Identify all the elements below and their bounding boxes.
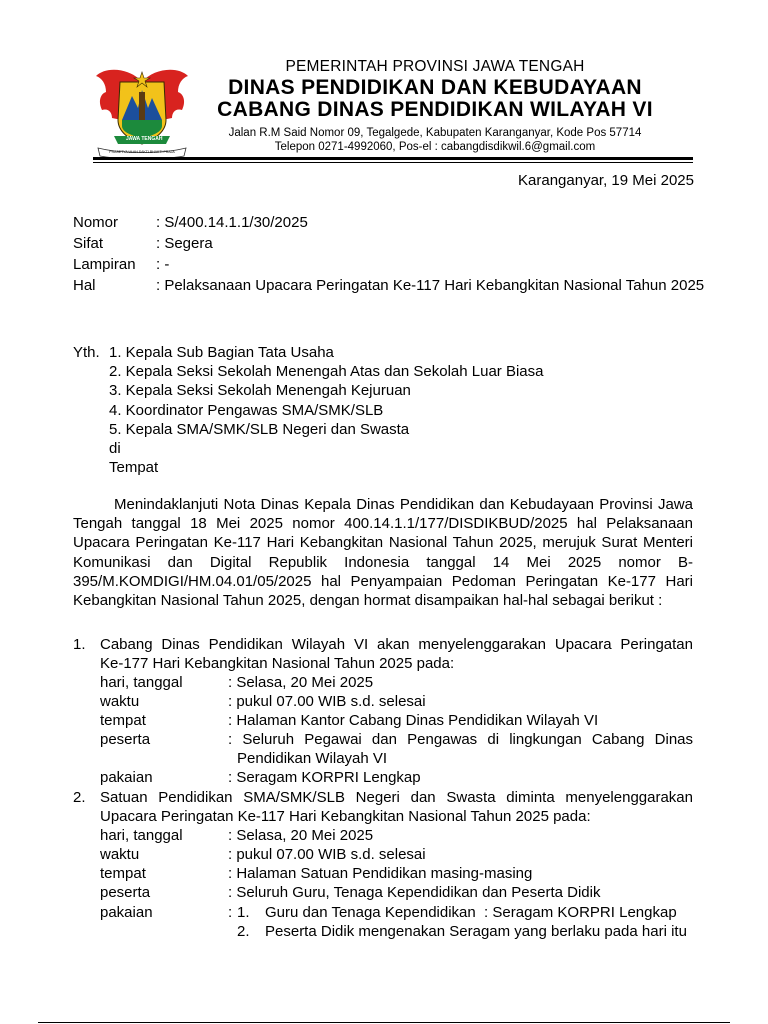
page-bottom-rule xyxy=(38,1022,730,1023)
meta-label: Hal xyxy=(73,277,96,294)
sub-item-text: Guru dan Tenaga Kependidikan : Seragam KORPRI Lengkap xyxy=(265,904,677,921)
letterhead-rule-thin xyxy=(93,162,693,163)
recipient-di: di xyxy=(109,440,121,457)
detail-label: tempat xyxy=(100,712,146,729)
meta-value: : - xyxy=(156,256,170,273)
jawa-tengah-coat-of-arms-logo xyxy=(92,62,192,160)
letterhead-government: PEMERINTAH PROVINSI JAWA TENGAH xyxy=(285,58,585,75)
detail-value: : Selasa, 20 Mei 2025 xyxy=(228,827,374,844)
sub-item-text: Peserta Didik mengenakan Seragam yang berlaku pada hari itu xyxy=(265,923,687,940)
detail-colon: : xyxy=(228,904,233,921)
letterhead-branch: CABANG DINAS PENDIDIKAN WILAYAH VI xyxy=(217,98,653,121)
recipient-item: 4. Koordinator Pengawas SMA/SMK/SLB xyxy=(109,402,384,419)
detail-label: peserta xyxy=(100,731,151,748)
recipient-item: 1. Kepala Sub Bagian Tata Usaha xyxy=(109,344,334,361)
detail-label: tempat xyxy=(100,865,146,882)
item-number: 2. xyxy=(73,789,86,806)
item1-text-line2: Ke-177 Hari Kebangkitan Nasional Tahun 2025 pada: xyxy=(100,655,455,672)
logo-motto-text: PRASETYA ULAH SAKTI BHAKTI PRAJA xyxy=(109,150,175,154)
recipient-item: 3. Kepala Seksi Sekolah Menengah Kejuruan xyxy=(109,382,411,399)
letterhead-address-block xyxy=(210,126,660,154)
detail-value: : Seluruh Pegawai dan Pengawas di lingkungan Cabang Dinas xyxy=(228,731,693,748)
letterhead-contact: Telepon 0271-4992060, Pos-el : cabangdisdikwil.6@gmail.com xyxy=(274,141,596,153)
item1-text-line1: Cabang Dinas Pendidikan Wilayah VI akan menyelenggarakan Upacara Peringatan xyxy=(100,636,693,653)
detail-label: pakaian xyxy=(100,769,153,786)
detail-value: : pukul 07.00 WIB s.d. selesai xyxy=(228,846,426,863)
recipient-item: 2. Kepala Seksi Sekolah Menengah Atas dan Sekolah Luar Biasa xyxy=(109,363,544,380)
meta-label: Lampiran xyxy=(73,256,136,273)
sub-item-number: 1. xyxy=(237,904,250,921)
meta-value: : S/400.14.1.1/30/2025 xyxy=(156,214,308,231)
detail-label: hari, tanggal xyxy=(100,827,183,844)
meta-value: : Segera xyxy=(156,235,213,252)
letterhead-rule-thick xyxy=(93,157,693,160)
recipient-tempat: Tempat xyxy=(109,459,159,476)
item-number: 1. xyxy=(73,636,86,653)
intro-paragraph: Menindaklanjuti Nota Dinas Kepala Dinas Pendidikan dan Kebudayaan Provinsi Jawa Tengah tanggal 18 Mei 2025 nomor 400.14.1.1/177/DISDIKBUD/2025 hal Pelaksanaan Upacara Peringatan Ke-117 Hari Kebangkitan Nasional Tahun 2025, merujuk Surat Menteri Komunikasi dan Digital Republik Indonesia tanggal 14 Mei 2025 nomor B-395/M.KOMDIGI/HM.04.01/05/2025 hal Penyampaian Pedoman Peringatan Ke-177 Hari Kebangkitan Nasional Tahun 2025, dengan hormat disampaikan hal-hal sebagai berikut : xyxy=(73,496,693,610)
item2-text-line2: Upacara Peringatan Ke-117 Hari Kebangkitan Nasional Tahun 2025 pada: xyxy=(100,808,591,825)
detail-label: pakaian xyxy=(100,904,153,921)
detail-value: : pukul 07.00 WIB s.d. selesai xyxy=(228,693,426,710)
meta-value: : Pelaksanaan Upacara Peringatan Ke-117 Hari Kebangkitan Nasional Tahun 2025 xyxy=(156,277,705,294)
detail-value-cont: Pendidikan Wilayah VI xyxy=(237,750,388,767)
letterhead-address: Jalan R.M Said Nomor 09, Tegalgede, Kabupaten Karanganyar, Kode Pos 57714 xyxy=(228,127,642,139)
detail-label: waktu xyxy=(100,846,140,863)
letterhead-department: DINAS PENDIDIKAN DAN KEBUDAYAAN xyxy=(228,76,642,99)
meta-label: Nomor xyxy=(73,214,119,231)
sub-item-number: 2. xyxy=(237,923,250,940)
item2-text-line1: Satuan Pendidikan SMA/SMK/SLB Negeri dan Swasta diminta menyelenggarakan xyxy=(100,789,693,806)
logo-banner-text: JAWA TENGAH xyxy=(126,136,163,142)
recipient-item: 5. Kepala SMA/SMK/SLB Negeri dan Swasta xyxy=(109,421,410,438)
place-date: Karanganyar, 19 Mei 2025 xyxy=(518,172,694,189)
detail-value: : Seluruh Guru, Tenaga Kependidikan dan Peserta Didik xyxy=(228,884,601,901)
yth-label: Yth. xyxy=(73,344,100,361)
detail-label: hari, tanggal xyxy=(100,674,183,691)
detail-value: : Seragam KORPRI Lengkap xyxy=(228,769,421,786)
detail-value: : Halaman Kantor Cabang Dinas Pendidikan Wilayah VI xyxy=(228,712,599,729)
detail-value: : Halaman Satuan Pendidikan masing-masing xyxy=(228,865,533,882)
meta-label: Sifat xyxy=(73,235,104,252)
detail-label: peserta xyxy=(100,884,151,901)
detail-value: : Selasa, 20 Mei 2025 xyxy=(228,674,374,691)
detail-label: waktu xyxy=(100,693,140,710)
